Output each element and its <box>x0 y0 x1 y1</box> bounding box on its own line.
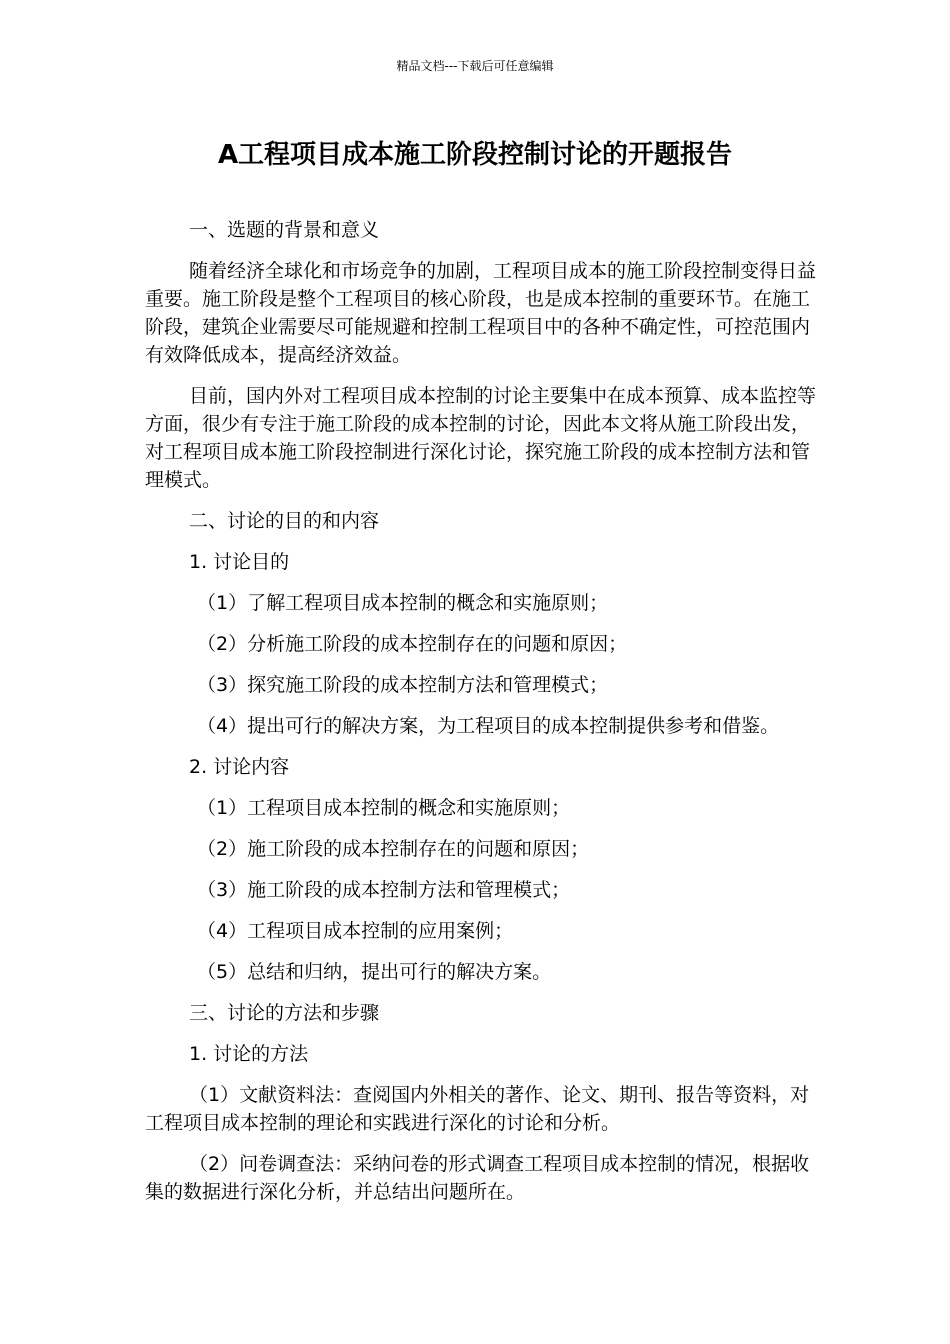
list-item: （1）工程项目成本控制的概念和实施原则； <box>197 797 571 819</box>
list-item: （5）总结和归纳，提出可行的解决方案。 <box>197 961 552 983</box>
list-item: （2）分析施工阶段的成本控制存在的问题和原因； <box>197 633 628 655</box>
subsection-heading: 2. 讨论内容 <box>189 756 290 778</box>
list-item: （2）施工阶段的成本控制存在的问题和原因； <box>197 838 590 860</box>
document-title: A工程项目成本施工阶段控制讨论的开题报告 <box>217 140 733 170</box>
list-item: （4）提出可行的解决方案，为工程项目的成本控制提供参考和借鉴。 <box>197 715 780 737</box>
subsection-heading: 1. 讨论的方法 <box>189 1043 309 1065</box>
subsection-heading: 1. 讨论目的 <box>189 551 290 573</box>
section-heading: 二、讨论的目的和内容 <box>189 510 380 532</box>
paragraph: （2）问卷调查法：采纳问卷的形式调查工程项目成本控制的情况，根据收集的数据进行深化分析，并总结出问题所在。 <box>145 1153 810 1203</box>
list-item: （1）了解工程项目成本控制的概念和实施原则； <box>197 592 609 614</box>
document-body <box>145 216 820 1219</box>
paragraph: 目前，国内外对工程项目成本控制的讨论主要集中在成本预算、成本监控等方面，很少有专注于施工阶段的成本控制的讨论，因此本文将从施工阶段出发，对工程项目成本施工阶段控制进行深化讨论，探究施工阶段的成本控制方法和管理模式。 <box>145 385 817 491</box>
list-item: （3）探究施工阶段的成本控制方法和管理模式； <box>197 674 609 696</box>
section-heading: 一、选题的背景和意义 <box>189 219 380 241</box>
page-header: 精品文档---下载后可任意编辑 <box>396 59 554 73</box>
section-heading: 三、讨论的方法和步骤 <box>189 1002 380 1024</box>
list-item: （4）工程项目成本控制的应用案例； <box>197 920 514 942</box>
paragraph: （1）文献资料法：查阅国内外相关的著作、论文、期刊、报告等资料，对工程项目成本控制的理论和实践进行深化的讨论和分析。 <box>145 1084 810 1134</box>
list-item: （3）施工阶段的成本控制方法和管理模式； <box>197 879 571 901</box>
paragraph: 随着经济全球化和市场竞争的加剧，工程项目成本的施工阶段控制变得日益重要。施工阶段是整个工程项目的核心阶段，也是成本控制的重要环节。在施工阶段，建筑企业需要尽可能规避和控制工程项目中的各种不确定性，可控范围内有效降低成本，提高经济效益。 <box>145 260 817 366</box>
